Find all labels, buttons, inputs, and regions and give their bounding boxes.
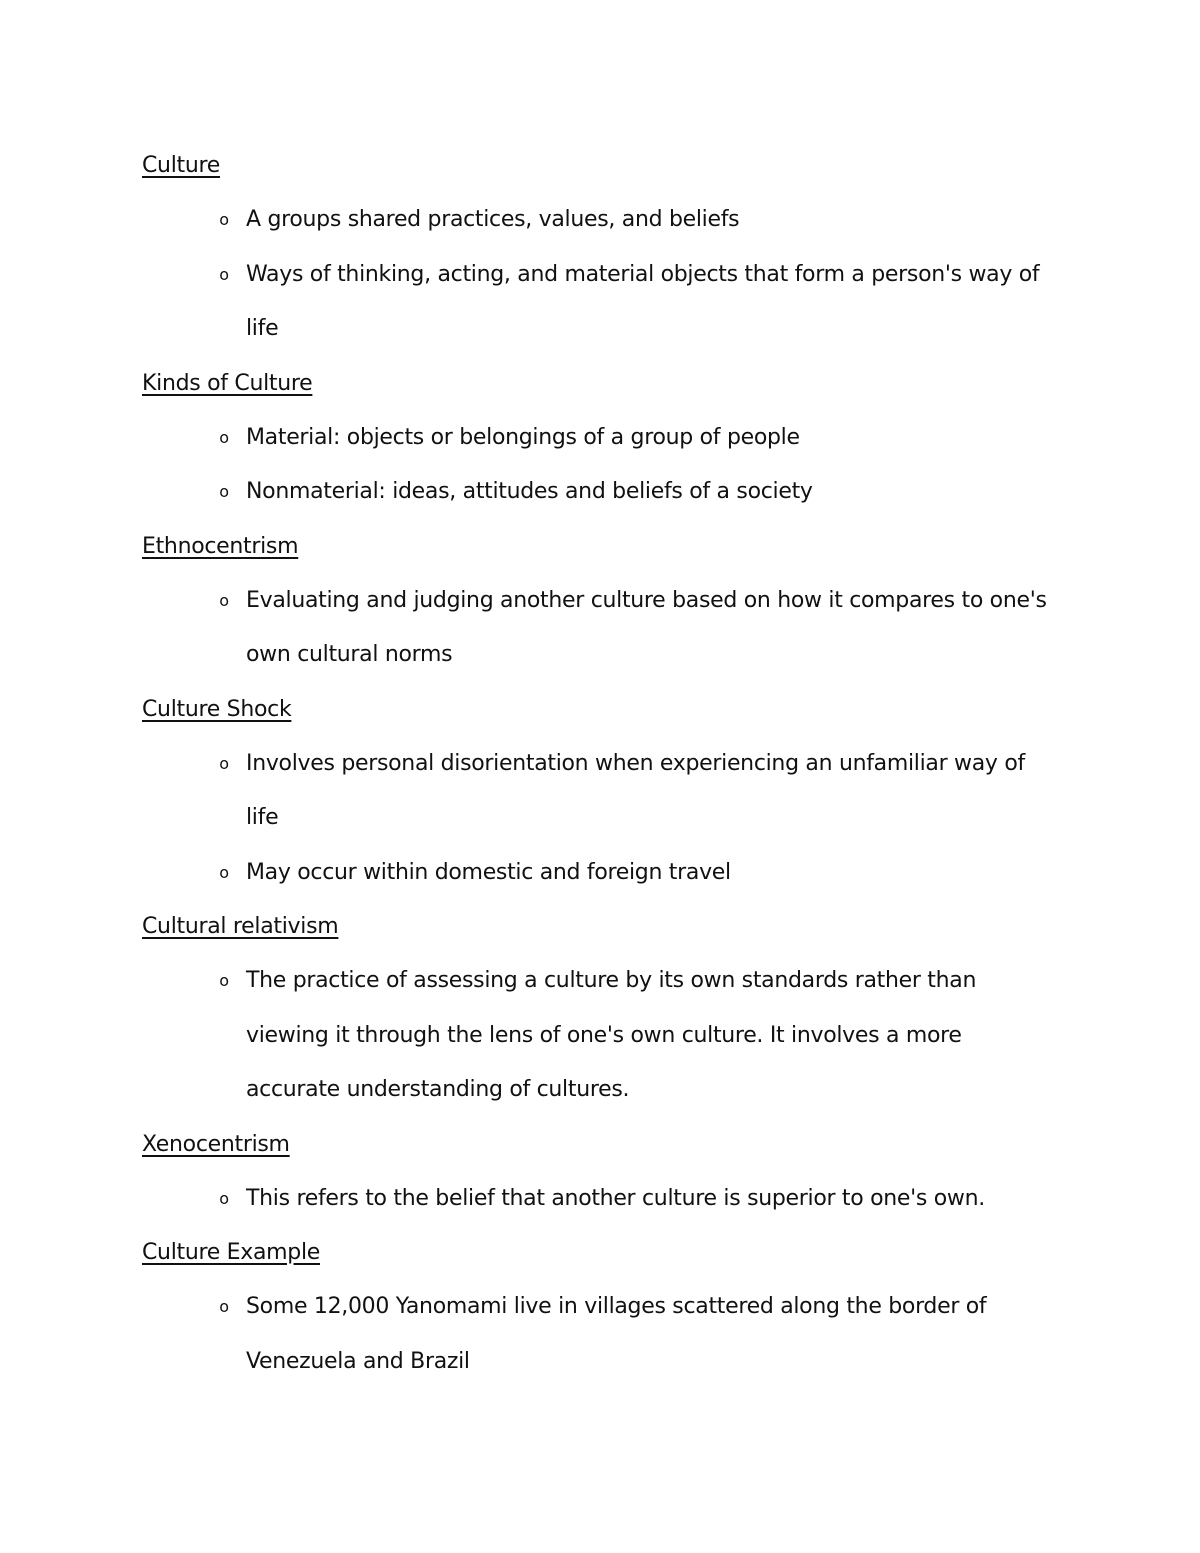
circle-bullet-icon: o [219, 427, 229, 447]
bullet-text: May occur within domestic and foreign travel [246, 859, 731, 885]
bullet-text: Some 12,000 Yanomami live in villages scattered along the border of Venezuela and Brazil [246, 1294, 987, 1374]
section-heading: Culture Example [142, 1240, 321, 1265]
bullet-list [142, 574, 1082, 683]
circle-bullet-icon: o [219, 264, 229, 284]
bullet-text: A groups shared practices, values, and beliefs [246, 207, 740, 232]
list-item [142, 846, 1082, 901]
section-heading: Culture Shock [142, 696, 292, 722]
list-item [142, 465, 1082, 520]
circle-bullet-icon: o [219, 753, 229, 773]
section-heading: Cultural relativism [142, 914, 339, 939]
section-heading: Xenocentrism [142, 1131, 290, 1157]
bullet-list [142, 193, 1082, 357]
bullet-text: Ways of thinking, acting, and material objects that form a person's way of life [246, 261, 1040, 341]
circle-bullet-icon: o [219, 590, 229, 610]
bullet-text: This refers to the belief that another culture is superior to one's own. [246, 1185, 985, 1211]
bullet-list [142, 954, 1082, 1118]
notes-content [142, 139, 1082, 1389]
section-ethnocentrism [142, 520, 1082, 683]
section-culture [142, 139, 1082, 357]
bullet-list [142, 1280, 1082, 1389]
list-item [142, 411, 1082, 466]
bullet-list [142, 1172, 1082, 1227]
list-item [142, 248, 1082, 357]
section-heading: Culture [142, 153, 220, 178]
circle-bullet-icon: o [219, 1188, 229, 1208]
bullet-text: Material: objects or belongings of a group of people [246, 424, 800, 450]
section-kinds-of-culture [142, 357, 1082, 520]
bullet-text: Evaluating and judging another culture based on how it compares to one's own cultural norms [246, 587, 1047, 667]
list-item [142, 193, 1082, 248]
list-item [142, 574, 1082, 683]
list-item [142, 1172, 1082, 1227]
circle-bullet-icon: o [219, 210, 229, 229]
bullet-list [142, 737, 1082, 901]
circle-bullet-icon: o [219, 971, 229, 990]
bullet-text: Nonmaterial: ideas, attitudes and beliefs of a society [246, 479, 813, 504]
circle-bullet-icon: o [219, 482, 229, 501]
section-xenocentrism [142, 1118, 1082, 1227]
section-cultural-relativism [142, 900, 1082, 1118]
section-culture-example [142, 1226, 1082, 1389]
section-culture-shock [142, 683, 1082, 901]
circle-bullet-icon: o [219, 1297, 229, 1316]
bullet-text: The practice of assessing a culture by its own standards rather than viewing it through the lens of one's own culture. It involves a more accurate understanding of cultures. [246, 968, 977, 1102]
bullet-text: Involves personal disorientation when experiencing an unfamiliar way of life [246, 750, 1025, 830]
list-item [142, 1280, 1082, 1389]
bullet-list [142, 411, 1082, 520]
section-heading: Kinds of Culture [142, 370, 313, 396]
list-item [142, 737, 1082, 846]
list-item [142, 954, 1082, 1118]
circle-bullet-icon: o [219, 862, 229, 882]
section-heading: Ethnocentrism [142, 533, 299, 559]
